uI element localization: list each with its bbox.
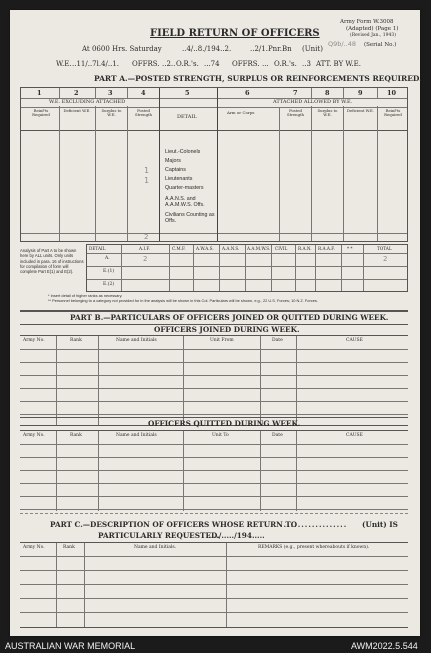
serial-number-value: Q9b/..48 bbox=[328, 40, 356, 48]
col-num-2: 2 bbox=[74, 89, 79, 97]
col-num-7: 7 bbox=[293, 89, 298, 97]
attached-offrs-value: ... bbox=[262, 60, 269, 68]
header-surplus-right: Surplus to W.E. bbox=[317, 108, 338, 117]
rank-majors: Majors bbox=[165, 158, 181, 164]
analysis-header-ran: R.A.N. bbox=[298, 246, 312, 251]
part-a-table bbox=[20, 87, 408, 242]
analysis-header-detail: DETAIL bbox=[89, 246, 106, 251]
quitted-table bbox=[20, 430, 408, 510]
ors-label: O.R.'s. bbox=[176, 60, 199, 68]
analysis-header-aif: A.I.F. bbox=[139, 246, 150, 251]
header-arm-or-corps: Arm or Corps bbox=[227, 110, 255, 115]
header-deficient-right: Deficient W.E. bbox=[346, 108, 374, 113]
col-num-8: 8 bbox=[325, 89, 330, 97]
quitted-col-rank: Rank bbox=[70, 433, 82, 438]
analysis-header-aamws: A.A.M.W.S. bbox=[247, 246, 271, 251]
report-time-label: At 0600 Hrs. Saturday bbox=[82, 45, 162, 53]
footer-accession-number: AWM2022.5.544 bbox=[351, 641, 418, 651]
col-num-5: 5 bbox=[185, 89, 190, 97]
part-a-title: PART A.—POSTED STRENGTH, SURPLUS OR REINFORCEMENTS REQUIRED. bbox=[94, 74, 422, 83]
header-deficient-left: Deficient W.E. bbox=[63, 108, 91, 113]
form-page bbox=[10, 10, 420, 636]
analysis-footnote-1: * Insert detail of higher ranks as necessary. bbox=[48, 293, 123, 298]
part-c-title-line1: PART C.—DESCRIPTION OF OFFICERS WHOSE RETURN TO bbox=[50, 520, 298, 529]
rank-quartermasters: Quarter-masters bbox=[165, 185, 204, 191]
footer-bar bbox=[0, 640, 431, 653]
analysis-row-e1: E.(1) bbox=[103, 269, 115, 274]
analysis-table bbox=[86, 244, 408, 292]
rank-captains: Captains bbox=[165, 167, 186, 173]
we-value: ..11/..7l.4/..1. bbox=[72, 60, 120, 68]
joined-col-rank: Rank bbox=[70, 338, 82, 343]
col-num-6: 6 bbox=[245, 89, 250, 97]
analysis-row-e2: E.(2) bbox=[103, 282, 115, 287]
col-num-10: 10 bbox=[387, 89, 397, 97]
col-num-4: 4 bbox=[141, 89, 146, 97]
analysis-header-awas: A.W.A.S. bbox=[196, 246, 214, 251]
rank-lieutenants: Lieutenants bbox=[165, 176, 193, 182]
header-reinfts-required-right: Reinf'ts Required bbox=[384, 108, 402, 117]
quitted-col-name: Name and Initials bbox=[116, 433, 157, 438]
attached-allowed-header: ATTACHED ALLOWED BY W.E. bbox=[273, 99, 353, 105]
we-excluding-attached-header: W.E. EXCLUDING ATTACHED bbox=[49, 99, 126, 105]
part-c-col-rank: Rank bbox=[63, 545, 75, 550]
analysis-header-raaf: R.A.A.F. bbox=[318, 246, 335, 251]
army-form-number: Army Form W.3008 bbox=[340, 19, 394, 25]
army-form-revised: (Revised Jan., 1943) bbox=[350, 33, 396, 38]
unit-value: ..2/1.Pnr.Bn bbox=[250, 45, 292, 53]
serial-number-label: (Serial No.) bbox=[364, 42, 397, 48]
part-c-col-name: Name and Initials. bbox=[134, 545, 177, 550]
header-reinfts-required-left: Reinf'ts Required bbox=[32, 108, 50, 117]
col-num-3: 3 bbox=[108, 89, 113, 97]
rank-lieut-colonels: Lieut.-Colonels bbox=[165, 149, 201, 155]
col-num-9: 9 bbox=[358, 89, 363, 97]
header-posted-right: Posted Strength bbox=[286, 108, 305, 117]
analysis-aif-a-value: 2 bbox=[143, 255, 148, 263]
part-c-col-remarks: REMARKS (e.g., present whereabouts if known). bbox=[258, 545, 370, 550]
joined-title: OFFICERS JOINED DURING WEEK. bbox=[154, 325, 300, 334]
we-label: W.E. bbox=[56, 60, 72, 68]
analysis-header-cmf: C.M.F. bbox=[172, 246, 186, 251]
part-c-unit-dots: ................... bbox=[280, 520, 348, 529]
analysis-header-aans: A.A.N.S. bbox=[222, 246, 240, 251]
joined-col-cause: CAUSE bbox=[346, 338, 363, 343]
quitted-col-army-no: Army No. bbox=[23, 433, 45, 438]
attached-ors-label: O.R.'s. bbox=[274, 60, 297, 68]
part-c-table bbox=[20, 542, 408, 628]
analysis-header-total: TOTAL bbox=[377, 246, 392, 251]
joined-col-name: Name and Initials bbox=[116, 338, 157, 343]
part-b-title: PART B.—PARTICULARS OF OFFICERS JOINED OR QUITTED DURING WEEK. bbox=[70, 313, 389, 322]
quitted-col-cause: CAUSE bbox=[346, 433, 363, 438]
offrs-label: OFFRS. bbox=[132, 60, 160, 68]
posted-lieutenants-mark: 1 bbox=[144, 176, 150, 185]
ors-value: ...74 bbox=[204, 60, 220, 68]
posted-total-mark: 2 bbox=[144, 233, 149, 241]
attached-offrs-label: OFFRS. bbox=[232, 60, 260, 68]
rank-civilians: Civilians Counting as Offs. bbox=[165, 212, 215, 225]
analysis-header-civil: CIVIL bbox=[275, 246, 288, 251]
header-posted-left: Posted Strength bbox=[134, 108, 153, 117]
detail-header: DETAIL bbox=[177, 114, 197, 120]
perforation-line bbox=[20, 513, 408, 514]
header-surplus-left: Surplus to W.E. bbox=[101, 108, 122, 117]
offrs-value: ..2.. bbox=[162, 60, 176, 68]
posted-captains-mark: 1 bbox=[144, 166, 150, 175]
army-form-adapted: (Adapted) (Page 1) bbox=[346, 26, 399, 32]
joined-col-unit-from: Unit From bbox=[210, 338, 234, 343]
analysis-total-a-value: 2 bbox=[383, 255, 388, 263]
att-by-we-label: ATT. BY W.E. bbox=[316, 60, 361, 68]
joined-col-date: Date bbox=[272, 338, 283, 343]
analysis-row-a: A. bbox=[105, 256, 110, 261]
analysis-header-other: * * bbox=[347, 246, 353, 251]
report-date: ..4/..8./194..2. bbox=[182, 45, 232, 53]
quitted-title: OFFICERS QUITTED DURING WEEK. bbox=[148, 419, 301, 428]
col-num-1: 1 bbox=[37, 89, 42, 97]
rank-aans-aamws: A.A.N.S. and A.A.M.W.S. Offs. bbox=[165, 196, 205, 209]
quitted-col-unit-to: Unit To bbox=[212, 433, 229, 438]
part-c-col-army-no: Army No. bbox=[23, 545, 45, 550]
footer-source: AUSTRALIAN WAR MEMORIAL bbox=[5, 641, 136, 651]
part-c-unit-label: (Unit) IS bbox=[362, 520, 398, 529]
quitted-col-date: Date bbox=[272, 433, 283, 438]
joined-table bbox=[20, 335, 408, 426]
unit-label: (Unit) bbox=[302, 45, 323, 53]
part-c-title-line2: PARTICULARLY REQUESTED. bbox=[98, 531, 220, 540]
joined-col-army-no: Army No. bbox=[23, 338, 45, 343]
form-title: FIELD RETURN OF OFFICERS bbox=[150, 28, 320, 39]
analysis-note: Analysis of Part A to be shown here by ALL units. Only units included in para. 16 of instructions for compilation of form will complete Part E(1) and E(2). bbox=[20, 248, 84, 274]
part-c-date: ...../...../194..... bbox=[206, 531, 265, 540]
attached-ors-value: ..3 bbox=[302, 60, 311, 68]
analysis-footnote-2: ** Personnel belonging to a category not provided for in the analysis will be shown in this Col. Particulars will be shown, e.g., 22 U.S. Forces; 10 N.Z. Forces. bbox=[48, 298, 318, 303]
